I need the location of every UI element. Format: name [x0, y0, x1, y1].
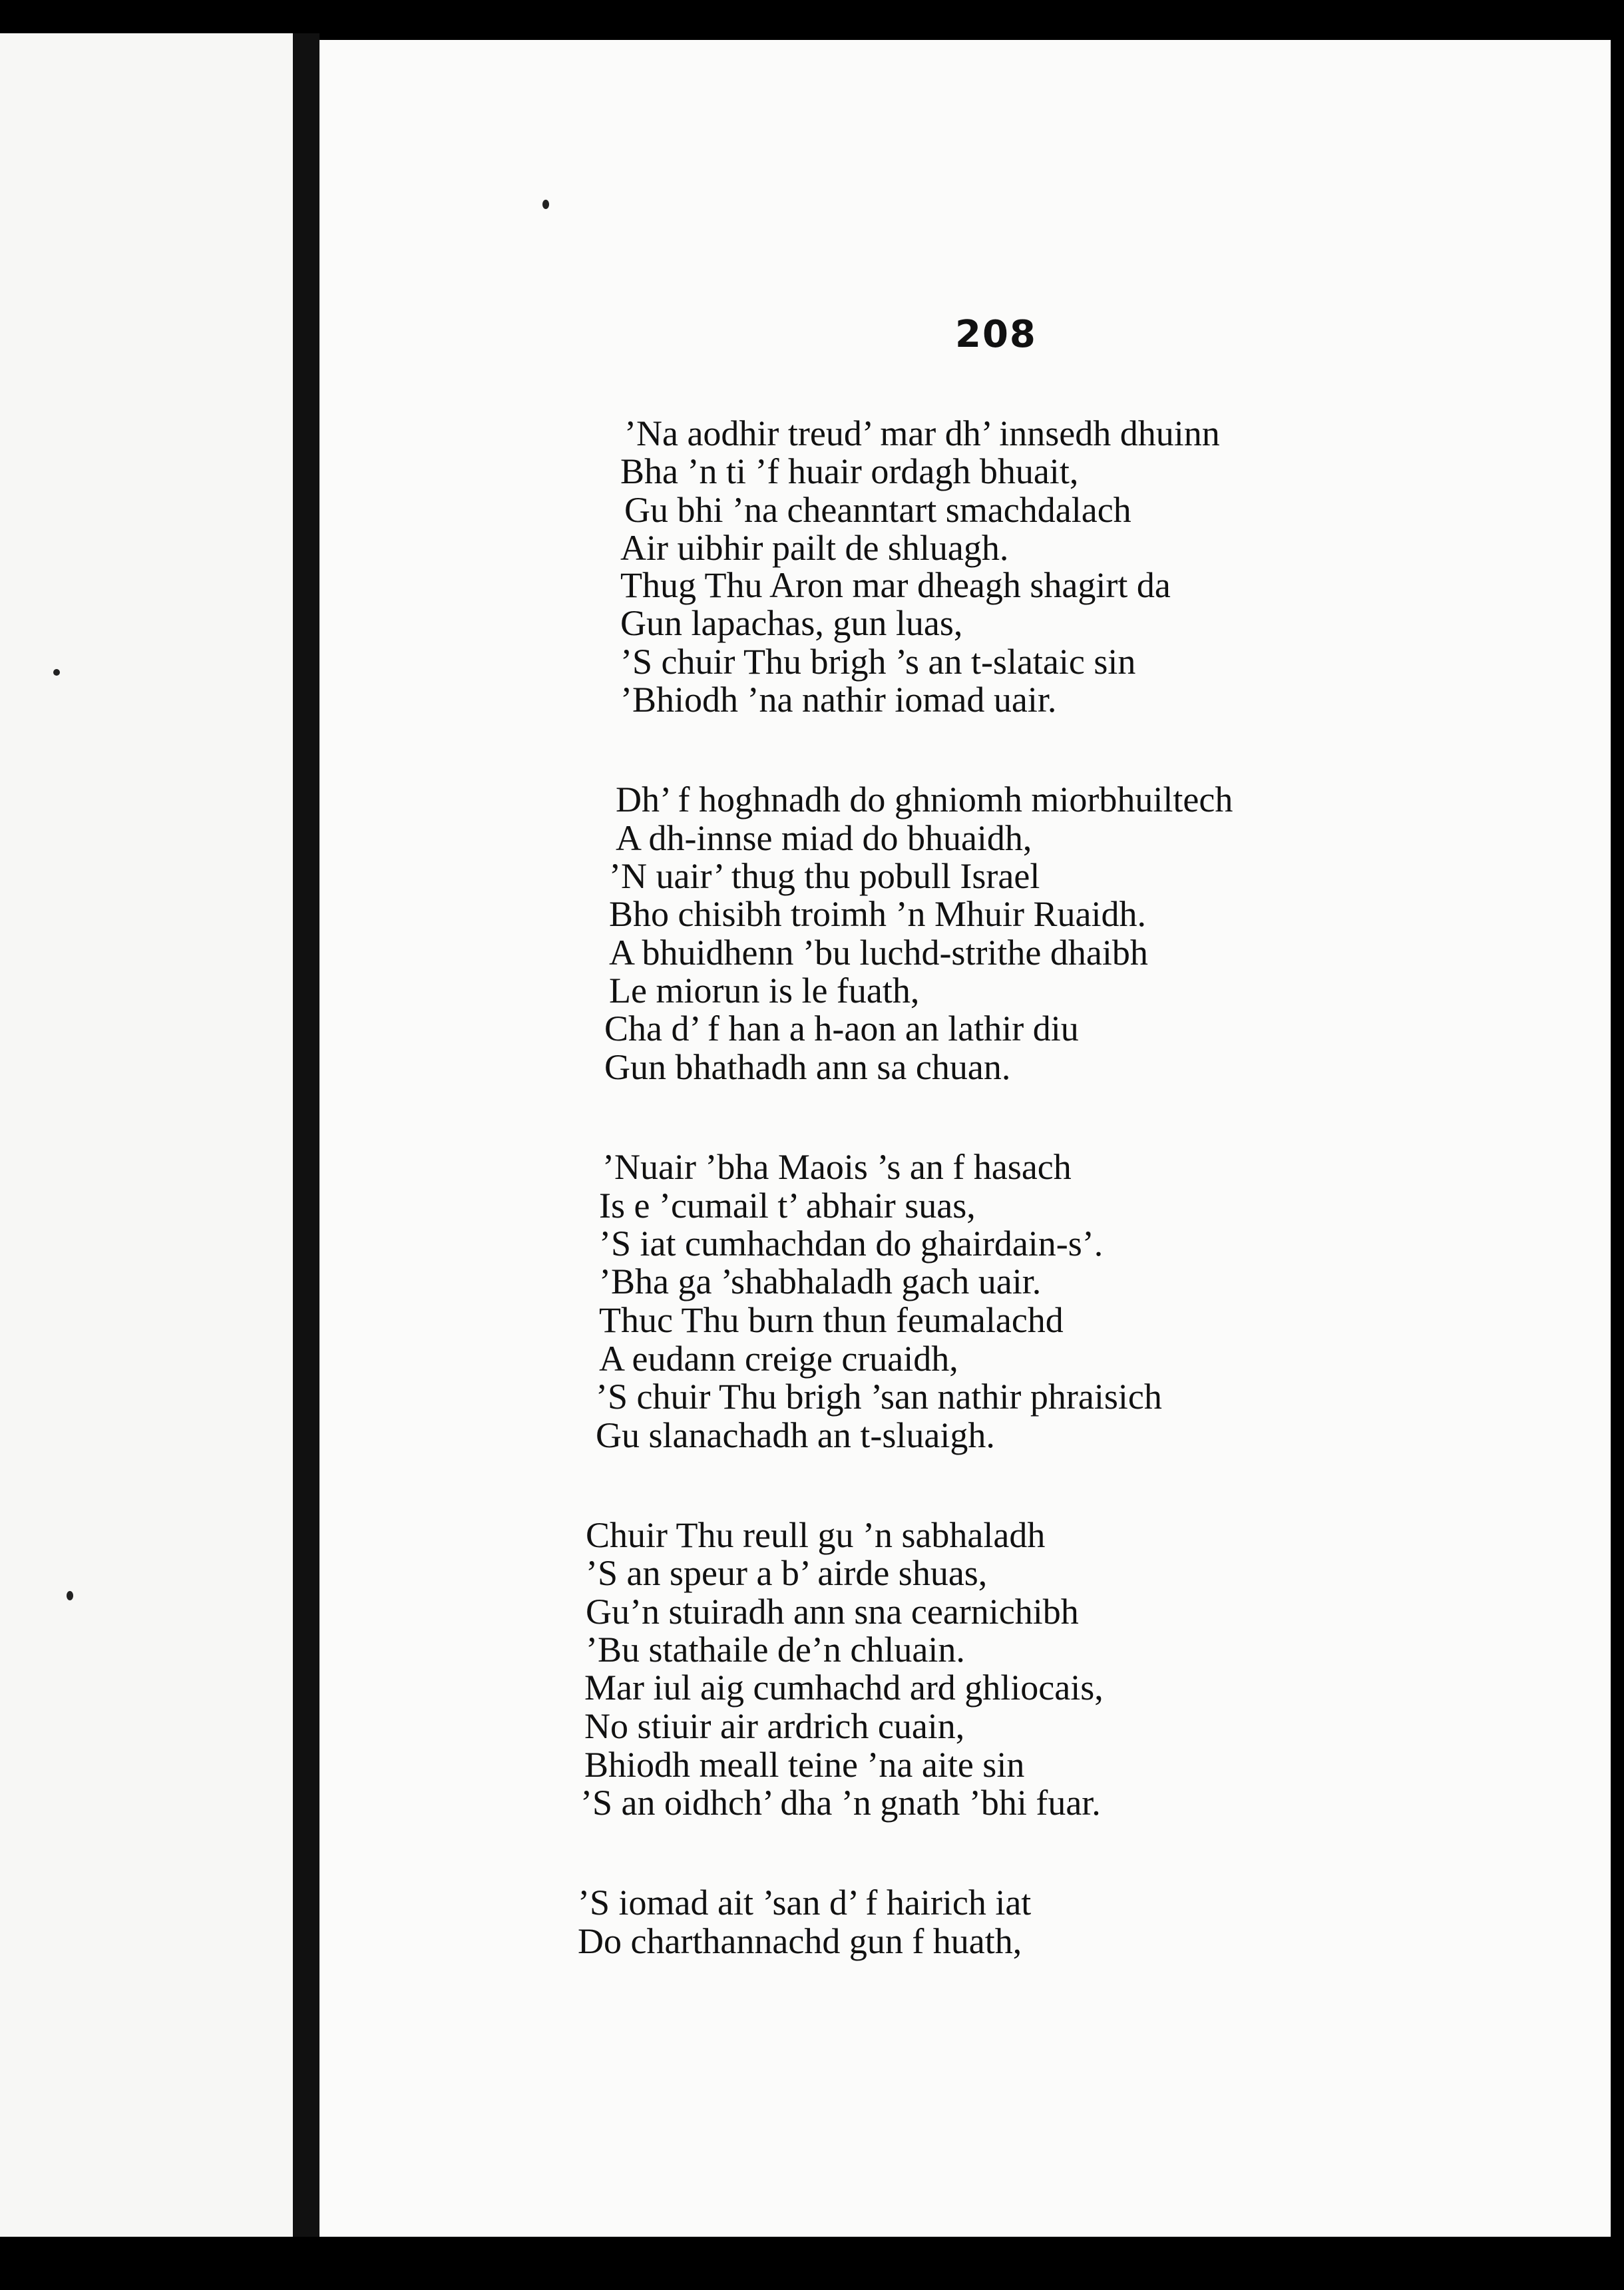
verse-line: Thug Thu Aron mar dheagh shagirt da — [620, 565, 1171, 605]
verse-line: ’Na aodhir treud’ mar dh’ innsedh dhuinn — [624, 413, 1220, 453]
ink-speck — [53, 669, 60, 676]
verse-line: A eudann creige cruaidh, — [599, 1339, 958, 1379]
verse-line: A dh-innse miad do bhuaidh, — [616, 818, 1032, 858]
verse-line: Le miorun is le fuath, — [609, 971, 920, 1011]
verse-line: No stiuir air ardrich cuain, — [584, 1706, 965, 1746]
book-gutter — [293, 33, 319, 2237]
verse-line: ’Nuair ’bha Maois ’s an f hasach — [602, 1147, 1072, 1187]
verse-line: Chuir Thu reull gu ’n sabhaladh — [586, 1515, 1046, 1555]
ink-speck — [67, 1591, 73, 1600]
verse-line: Gun lapachas, gun luas, — [620, 603, 963, 643]
verse-line: Bhiodh meall teine ’na aite sin — [584, 1745, 1025, 1785]
verse-line: Cha d’ f han a h-aon an lathir diu — [604, 1009, 1079, 1048]
verse-line: Bho chisibh troimh ’n Mhuir Ruaidh. — [609, 894, 1146, 934]
verse-line: ’Bu stathaile de’n chluain. — [586, 1630, 965, 1670]
verse-line: ’S an oidhch’ dha ’n gnath ’bhi fuar. — [580, 1783, 1101, 1823]
verse-line: Is e ’cumail t’ abhair suas, — [599, 1186, 976, 1226]
ink-speck — [542, 200, 549, 209]
verse-line: ’Bha ga ’shabhaladh gach uair. — [599, 1261, 1042, 1301]
verse-line: A bhuidhenn ’bu luchd-strithe dhaibh — [609, 933, 1148, 973]
verse-line: Thuc Thu burn thun feumalachd — [599, 1300, 1064, 1340]
scan-border — [0, 2237, 1624, 2290]
verse-line: ’N uair’ thug thu pobull Israel — [609, 856, 1040, 896]
verse-line: ’S an speur a b’ airde shuas, — [586, 1553, 988, 1593]
left-page — [0, 33, 293, 2237]
verse-line: Bha ’n ti ’f huair ordagh bhuait, — [620, 451, 1079, 491]
verse-line: Dh’ f hoghnadh do ghniomh miorbhuiltech — [616, 780, 1233, 819]
page-number: 208 — [955, 313, 1037, 356]
verse-line: ’S iomad ait ’san d’ f hairich iat — [578, 1883, 1032, 1923]
verse-line: ’S chuir Thu brigh ’san nathir phraisich — [596, 1377, 1162, 1417]
verse-line: ’S iat cumhachdan do ghairdain-s’. — [599, 1224, 1104, 1263]
verse-line: ’Bhiodh ’na nathir iomad uair. — [620, 680, 1057, 720]
verse-line: ’S chuir Thu brigh ’s an t-slataic sin — [620, 642, 1136, 682]
verse-line: Gun bhathadh ann sa chuan. — [604, 1047, 1011, 1087]
verse-line: Mar iul aig cumhachd ard ghliocais, — [584, 1668, 1104, 1708]
verse-line: Gu slanachadh an t-sluaigh. — [596, 1415, 995, 1455]
verse-line: Air uibhir pailt de shluagh. — [620, 528, 1009, 568]
verse-line: Gu’n stuiradh ann sna cearnichibh — [586, 1592, 1079, 1632]
verse-line: Do charthannachd gun f huath, — [578, 1921, 1022, 1961]
verse-line: Gu bhi ’na cheanntart smachdalach — [624, 490, 1131, 530]
